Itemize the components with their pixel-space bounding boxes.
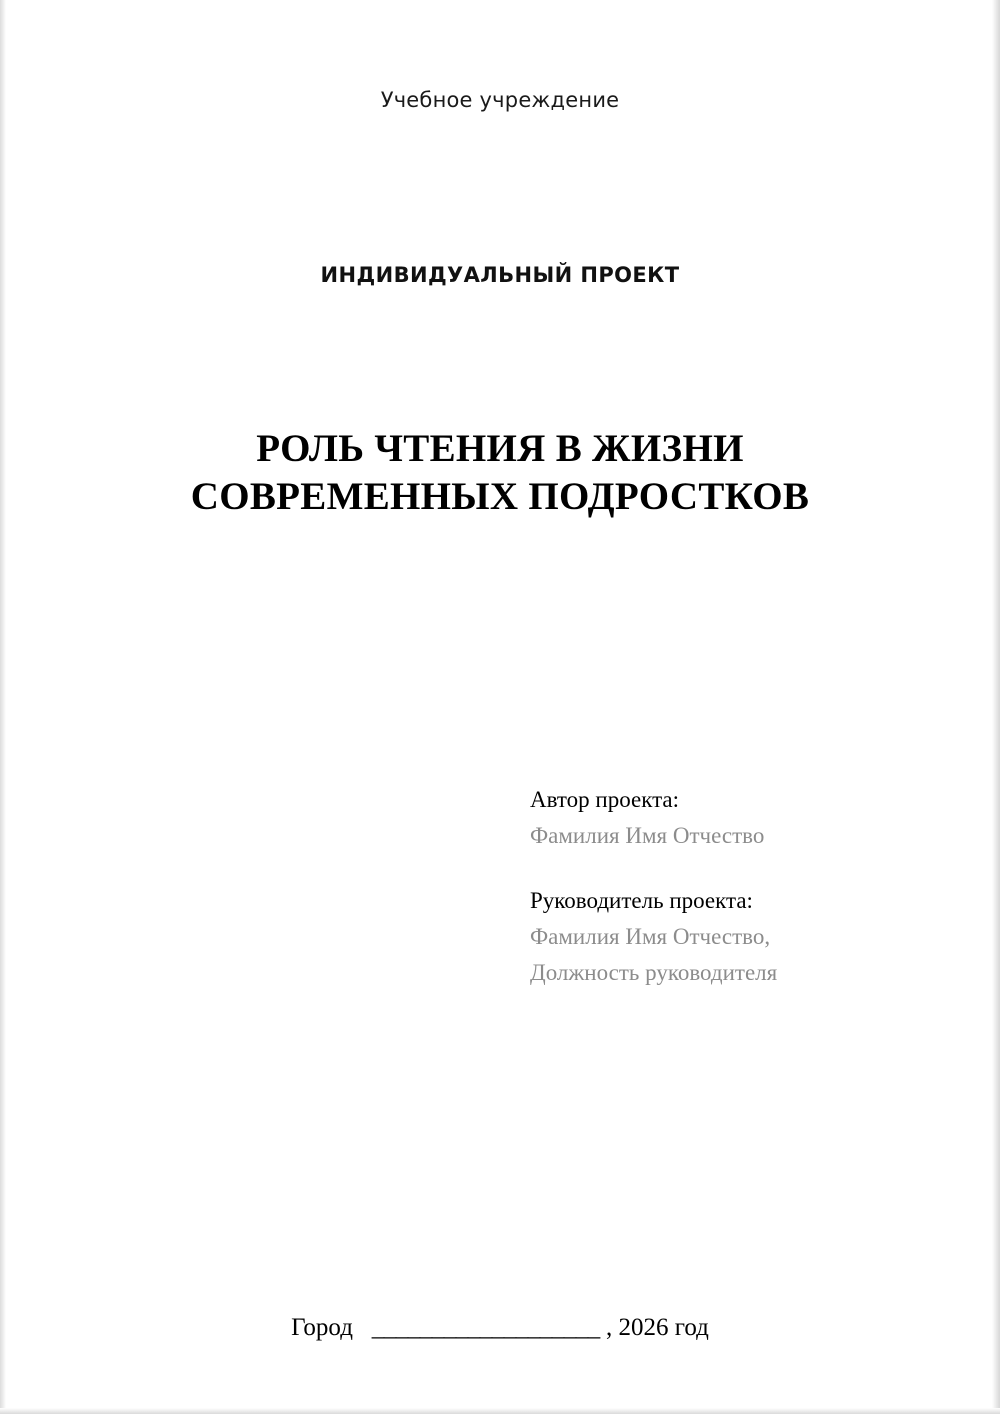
supervisor-value-line-2: Должность руководителя xyxy=(530,959,778,985)
footer-city-blank: ___________________ xyxy=(371,1314,600,1341)
page-title xyxy=(0,425,1000,520)
institution-name: Учебное учреждение xyxy=(380,88,620,112)
page-edge-shadow-bottom xyxy=(0,1408,1000,1414)
document-type: ИНДИВИДУАЛЬНЫЙ ПРОЕКТ xyxy=(320,263,680,287)
footer-city-label: Город xyxy=(291,1314,353,1341)
supervisor-value-line-1: Фамилия Имя Отчество, xyxy=(530,923,771,949)
supervisor-block xyxy=(530,883,930,990)
author-value: Фамилия Имя Отчество xyxy=(530,822,765,848)
supervisor-label: Руководитель проекта: xyxy=(530,888,753,914)
footer-year: , 2026 год xyxy=(605,1314,709,1341)
author-block xyxy=(530,782,930,853)
page-title-line-1: РОЛЬ ЧТЕНИЯ В ЖИЗНИ xyxy=(256,427,744,470)
page-title-line-2: СОВРЕМЕННЫХ ПОДРОСТКОВ xyxy=(190,474,810,518)
page-edge-shadow-left xyxy=(0,0,6,1414)
page-edge-shadow-right xyxy=(992,0,1000,1414)
credits-block xyxy=(530,782,930,990)
footer-city-year xyxy=(0,1314,1000,1342)
author-label: Автор проекта: xyxy=(530,787,679,812)
